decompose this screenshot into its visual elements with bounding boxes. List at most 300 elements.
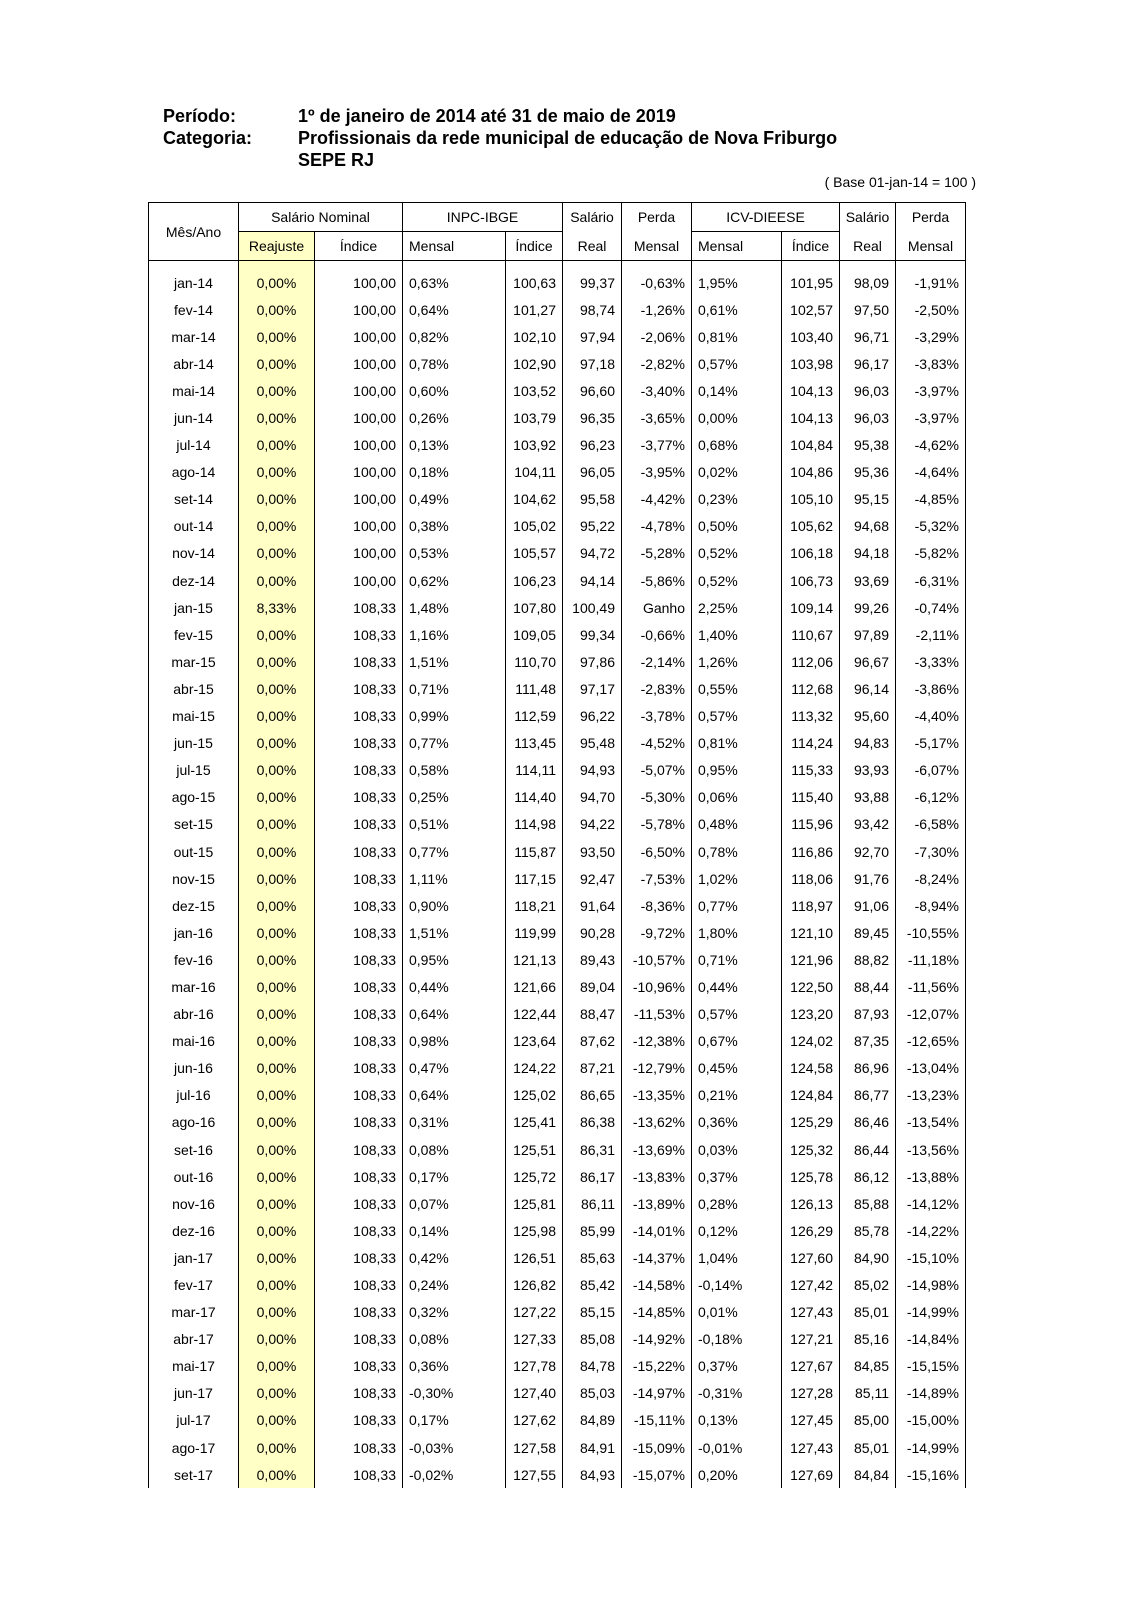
cell-indice-inpc: 119,99: [506, 919, 563, 946]
cell-perda-icv: -15,16%: [896, 1461, 966, 1488]
cell-mensal-icv: 0,00%: [692, 404, 782, 431]
periodo-row: [163, 105, 837, 127]
cell-reajuste: 0,00%: [239, 540, 315, 567]
cell-salario-real-icv: 93,93: [840, 757, 896, 784]
cell-salario-real-inpc: 95,22: [563, 513, 622, 540]
cell-salario-real-inpc: 99,34: [563, 621, 622, 648]
table-row: [149, 432, 966, 459]
cell-mensal-inpc: 0,78%: [403, 350, 506, 377]
cell-salario-real-icv: 91,06: [840, 892, 896, 919]
cell-perda-inpc: -10,96%: [622, 973, 692, 1000]
cell-mensal-icv: 0,57%: [692, 1001, 782, 1028]
cell-perda-icv: -13,04%: [896, 1055, 966, 1082]
cell-perda-inpc: -5,28%: [622, 540, 692, 567]
cell-mes-ano: dez-14: [149, 567, 239, 594]
table-row: [149, 621, 966, 648]
cell-indice-nominal: 108,33: [315, 1028, 403, 1055]
cell-indice-icv: 103,98: [782, 350, 840, 377]
cell-perda-icv: -0,74%: [896, 594, 966, 621]
cell-indice-icv: 106,18: [782, 540, 840, 567]
cell-mes-ano: set-14: [149, 486, 239, 513]
cell-mes-ano: ago-15: [149, 784, 239, 811]
cell-indice-inpc: 103,79: [506, 404, 563, 431]
cell-mensal-inpc: 0,77%: [403, 838, 506, 865]
cell-perda-inpc: -8,36%: [622, 892, 692, 919]
cell-mensal-inpc: 0,71%: [403, 675, 506, 702]
cell-salario-real-icv: 94,68: [840, 513, 896, 540]
cell-indice-nominal: 108,33: [315, 784, 403, 811]
table-row: [149, 1163, 966, 1190]
cell-indice-nominal: 108,33: [315, 1055, 403, 1082]
cell-salario-real-icv: 87,93: [840, 1001, 896, 1028]
cell-mensal-icv: 0,52%: [692, 540, 782, 567]
cell-indice-inpc: 127,33: [506, 1326, 563, 1353]
cell-salario-real-icv: 85,16: [840, 1326, 896, 1353]
cell-indice-inpc: 127,55: [506, 1461, 563, 1488]
cell-salario-real-inpc: 97,86: [563, 648, 622, 675]
cell-indice-inpc: 127,58: [506, 1434, 563, 1461]
cell-mensal-inpc: 0,64%: [403, 1082, 506, 1109]
cell-reajuste: 0,00%: [239, 1163, 315, 1190]
col-real-icv: Real: [840, 232, 896, 261]
cell-reajuste: 0,00%: [239, 269, 315, 296]
cell-mensal-inpc: 0,62%: [403, 567, 506, 594]
cell-reajuste: 0,00%: [239, 513, 315, 540]
cell-perda-icv: -3,86%: [896, 675, 966, 702]
cell-indice-icv: 127,67: [782, 1353, 840, 1380]
cell-perda-icv: -6,31%: [896, 567, 966, 594]
cell-perda-icv: -8,24%: [896, 865, 966, 892]
cell-salario-real-icv: 91,76: [840, 865, 896, 892]
table-row: [149, 1407, 966, 1434]
cell-salario-real-icv: 97,89: [840, 621, 896, 648]
cell-perda-inpc: Ganho: [622, 594, 692, 621]
cell-mensal-inpc: -0,02%: [403, 1461, 506, 1488]
cell-mensal-inpc: 1,51%: [403, 648, 506, 675]
cell-mensal-icv: -0,14%: [692, 1271, 782, 1298]
cell-mes-ano: set-15: [149, 811, 239, 838]
cell-salario-real-icv: 85,00: [840, 1407, 896, 1434]
cell-perda-icv: -3,29%: [896, 323, 966, 350]
cell-reajuste: 0,00%: [239, 323, 315, 350]
cell-indice-icv: 121,10: [782, 919, 840, 946]
cell-salario-real-inpc: 96,60: [563, 377, 622, 404]
cell-indice-icv: 103,40: [782, 323, 840, 350]
cell-mes-ano: mar-17: [149, 1299, 239, 1326]
cell-perda-inpc: -11,53%: [622, 1001, 692, 1028]
table-row: [149, 784, 966, 811]
cell-reajuste: 0,00%: [239, 459, 315, 486]
col-real-inpc: Real: [563, 232, 622, 261]
cell-perda-icv: -15,10%: [896, 1244, 966, 1271]
cell-mensal-icv: 0,20%: [692, 1461, 782, 1488]
cell-salario-real-inpc: 86,65: [563, 1082, 622, 1109]
cell-perda-inpc: -2,83%: [622, 675, 692, 702]
cell-indice-inpc: 124,22: [506, 1055, 563, 1082]
cell-perda-inpc: -15,07%: [622, 1461, 692, 1488]
cell-perda-icv: -3,33%: [896, 648, 966, 675]
cell-mensal-icv: 0,67%: [692, 1028, 782, 1055]
table-row: [149, 459, 966, 486]
cell-mes-ano: set-17: [149, 1461, 239, 1488]
cell-indice-nominal: 108,33: [315, 1380, 403, 1407]
cell-salario-real-icv: 95,60: [840, 703, 896, 730]
cell-reajuste: 0,00%: [239, 1136, 315, 1163]
table-row: [149, 1190, 966, 1217]
cell-mes-ano: fev-15: [149, 621, 239, 648]
cell-salario-real-icv: 96,03: [840, 404, 896, 431]
cell-indice-icv: 109,14: [782, 594, 840, 621]
cell-mes-ano: jan-16: [149, 919, 239, 946]
table-row: [149, 838, 966, 865]
cell-indice-icv: 124,84: [782, 1082, 840, 1109]
cell-indice-inpc: 102,90: [506, 350, 563, 377]
cell-salario-real-inpc: 87,62: [563, 1028, 622, 1055]
cell-salario-real-icv: 93,88: [840, 784, 896, 811]
org-name: SEPE RJ: [298, 150, 375, 170]
cell-mes-ano: jun-15: [149, 730, 239, 757]
cell-reajuste: 0,00%: [239, 784, 315, 811]
cell-reajuste: 0,00%: [239, 1353, 315, 1380]
table-row: [149, 1244, 966, 1271]
table-row: [149, 594, 966, 621]
table-row: [149, 377, 966, 404]
base-note: ( Base 01-jan-14 = 100 ): [824, 174, 976, 190]
cell-mes-ano: mai-14: [149, 377, 239, 404]
cell-mensal-inpc: 0,49%: [403, 486, 506, 513]
cell-mensal-icv: 2,25%: [692, 594, 782, 621]
cell-perda-icv: -4,40%: [896, 703, 966, 730]
cell-mensal-icv: -0,18%: [692, 1326, 782, 1353]
cell-mensal-icv: 1,80%: [692, 919, 782, 946]
table-row: [149, 1326, 966, 1353]
cell-mensal-icv: 1,04%: [692, 1244, 782, 1271]
cell-reajuste: 0,00%: [239, 621, 315, 648]
table-row: [149, 757, 966, 784]
group-salario-inpc: Salário: [563, 203, 622, 232]
cell-indice-nominal: 108,33: [315, 811, 403, 838]
cell-indice-nominal: 108,33: [315, 675, 403, 702]
col-indice-inpc: Índice: [506, 232, 563, 261]
cell-mensal-icv: 0,95%: [692, 757, 782, 784]
cell-mes-ano: mar-15: [149, 648, 239, 675]
cell-perda-inpc: -14,01%: [622, 1217, 692, 1244]
cell-mensal-icv: 0,52%: [692, 567, 782, 594]
cell-salario-real-icv: 86,12: [840, 1163, 896, 1190]
cell-reajuste: 0,00%: [239, 432, 315, 459]
group-salario-nominal: Salário Nominal: [239, 203, 403, 232]
cell-indice-inpc: 127,40: [506, 1380, 563, 1407]
cell-mensal-inpc: 0,17%: [403, 1163, 506, 1190]
table-row: [149, 1055, 966, 1082]
cell-indice-inpc: 107,80: [506, 594, 563, 621]
cell-mensal-inpc: 1,51%: [403, 919, 506, 946]
cell-indice-inpc: 118,21: [506, 892, 563, 919]
cell-salario-real-icv: 93,42: [840, 811, 896, 838]
cell-perda-inpc: -15,09%: [622, 1434, 692, 1461]
cell-indice-nominal: 108,33: [315, 1353, 403, 1380]
cell-mensal-inpc: 0,99%: [403, 703, 506, 730]
cell-mensal-inpc: 0,44%: [403, 973, 506, 1000]
cell-perda-inpc: -4,42%: [622, 486, 692, 513]
cell-indice-icv: 127,60: [782, 1244, 840, 1271]
cell-indice-icv: 125,78: [782, 1163, 840, 1190]
group-perda-icv: Perda: [896, 203, 966, 232]
group-salario-icv: Salário: [840, 203, 896, 232]
cell-mes-ano: jan-15: [149, 594, 239, 621]
cell-mes-ano: nov-15: [149, 865, 239, 892]
cell-indice-nominal: 108,33: [315, 865, 403, 892]
cell-perda-icv: -13,54%: [896, 1109, 966, 1136]
cell-mensal-inpc: 0,08%: [403, 1326, 506, 1353]
cell-mensal-inpc: 0,63%: [403, 269, 506, 296]
cell-indice-inpc: 105,57: [506, 540, 563, 567]
cell-salario-real-inpc: 86,11: [563, 1190, 622, 1217]
cell-reajuste: 0,00%: [239, 892, 315, 919]
cell-mensal-inpc: -0,30%: [403, 1380, 506, 1407]
cell-indice-icv: 104,84: [782, 432, 840, 459]
cell-indice-inpc: 103,52: [506, 377, 563, 404]
table-row: [149, 675, 966, 702]
cell-salario-real-inpc: 94,22: [563, 811, 622, 838]
cell-salario-real-inpc: 93,50: [563, 838, 622, 865]
col-mensal-icv: Mensal: [692, 232, 782, 261]
cell-salario-real-icv: 89,45: [840, 919, 896, 946]
cell-mes-ano: mai-15: [149, 703, 239, 730]
cell-mensal-icv: 0,57%: [692, 350, 782, 377]
cell-salario-real-inpc: 88,47: [563, 1001, 622, 1028]
document-header: [163, 105, 837, 171]
cell-indice-icv: 124,58: [782, 1055, 840, 1082]
cell-salario-real-icv: 86,46: [840, 1109, 896, 1136]
cell-indice-nominal: 108,33: [315, 892, 403, 919]
cell-salario-real-icv: 94,83: [840, 730, 896, 757]
cell-indice-nominal: 100,00: [315, 404, 403, 431]
cell-mensal-inpc: 0,82%: [403, 323, 506, 350]
cell-perda-icv: -3,83%: [896, 350, 966, 377]
categoria-value: Profissionais da rede municipal de educação de Nova Friburgo: [298, 128, 838, 148]
cell-mes-ano: nov-16: [149, 1190, 239, 1217]
cell-salario-real-inpc: 94,70: [563, 784, 622, 811]
cell-perda-inpc: -12,38%: [622, 1028, 692, 1055]
cell-mes-ano: jul-15: [149, 757, 239, 784]
cell-mensal-inpc: 0,14%: [403, 1217, 506, 1244]
table-row: [149, 567, 966, 594]
cell-salario-real-inpc: 96,35: [563, 404, 622, 431]
cell-indice-nominal: 108,33: [315, 730, 403, 757]
cell-mensal-icv: 0,77%: [692, 892, 782, 919]
cell-salario-real-inpc: 99,37: [563, 269, 622, 296]
cell-perda-inpc: -12,79%: [622, 1055, 692, 1082]
cell-indice-nominal: 100,00: [315, 513, 403, 540]
cell-perda-icv: -4,64%: [896, 459, 966, 486]
cell-perda-icv: -14,12%: [896, 1190, 966, 1217]
cell-indice-inpc: 102,10: [506, 323, 563, 350]
cell-perda-icv: -15,00%: [896, 1407, 966, 1434]
cell-salario-real-icv: 86,96: [840, 1055, 896, 1082]
cell-salario-real-inpc: 97,17: [563, 675, 622, 702]
cell-reajuste: 0,00%: [239, 1055, 315, 1082]
cell-mensal-icv: 0,78%: [692, 838, 782, 865]
cell-reajuste: 0,00%: [239, 567, 315, 594]
cell-salario-real-inpc: 97,94: [563, 323, 622, 350]
cell-perda-inpc: -5,30%: [622, 784, 692, 811]
cell-salario-real-icv: 96,67: [840, 648, 896, 675]
cell-reajuste: 0,00%: [239, 838, 315, 865]
cell-perda-icv: -8,94%: [896, 892, 966, 919]
cell-mensal-inpc: 0,25%: [403, 784, 506, 811]
cell-salario-real-icv: 96,14: [840, 675, 896, 702]
cell-mensal-icv: 0,81%: [692, 323, 782, 350]
cell-salario-real-inpc: 97,18: [563, 350, 622, 377]
cell-indice-nominal: 108,33: [315, 594, 403, 621]
cell-indice-nominal: 100,00: [315, 296, 403, 323]
cell-indice-icv: 101,95: [782, 269, 840, 296]
cell-salario-real-icv: 85,02: [840, 1271, 896, 1298]
table-row: [149, 1380, 966, 1407]
cell-indice-icv: 118,97: [782, 892, 840, 919]
cell-mensal-inpc: 0,90%: [403, 892, 506, 919]
cell-mensal-icv: 0,01%: [692, 1299, 782, 1326]
cell-reajuste: 0,00%: [239, 703, 315, 730]
table-row: [149, 1028, 966, 1055]
cell-perda-icv: -13,23%: [896, 1082, 966, 1109]
cell-perda-icv: -1,91%: [896, 269, 966, 296]
cell-indice-inpc: 106,23: [506, 567, 563, 594]
cell-indice-nominal: 108,33: [315, 1217, 403, 1244]
cell-indice-inpc: 125,41: [506, 1109, 563, 1136]
cell-perda-inpc: -13,35%: [622, 1082, 692, 1109]
cell-mensal-inpc: 0,58%: [403, 757, 506, 784]
cell-mensal-inpc: 0,32%: [403, 1299, 506, 1326]
cell-perda-icv: -15,15%: [896, 1353, 966, 1380]
cell-indice-nominal: 100,00: [315, 567, 403, 594]
cell-mensal-icv: 0,48%: [692, 811, 782, 838]
cell-mes-ano: jun-16: [149, 1055, 239, 1082]
cell-reajuste: 0,00%: [239, 1407, 315, 1434]
cell-mensal-icv: 0,23%: [692, 486, 782, 513]
cell-mes-ano: jun-14: [149, 404, 239, 431]
cell-indice-inpc: 113,45: [506, 730, 563, 757]
cell-indice-nominal: 108,33: [315, 1163, 403, 1190]
cell-indice-icv: 113,32: [782, 703, 840, 730]
cell-perda-icv: -13,88%: [896, 1163, 966, 1190]
cell-salario-real-inpc: 96,05: [563, 459, 622, 486]
table-row: [149, 350, 966, 377]
cell-mensal-inpc: -0,03%: [403, 1434, 506, 1461]
cell-perda-icv: -4,85%: [896, 486, 966, 513]
cell-mensal-inpc: 1,11%: [403, 865, 506, 892]
cell-mes-ano: jan-17: [149, 1244, 239, 1271]
cell-reajuste: 0,00%: [239, 648, 315, 675]
cell-indice-nominal: 108,33: [315, 757, 403, 784]
cell-salario-real-inpc: 100,49: [563, 594, 622, 621]
cell-reajuste: 0,00%: [239, 1244, 315, 1271]
cell-indice-inpc: 115,87: [506, 838, 563, 865]
cell-perda-icv: -14,22%: [896, 1217, 966, 1244]
cell-mes-ano: out-14: [149, 513, 239, 540]
cell-indice-inpc: 123,64: [506, 1028, 563, 1055]
cell-salario-real-inpc: 85,42: [563, 1271, 622, 1298]
cell-salario-real-inpc: 84,89: [563, 1407, 622, 1434]
cell-indice-icv: 126,13: [782, 1190, 840, 1217]
cell-indice-inpc: 104,62: [506, 486, 563, 513]
cell-reajuste: 0,00%: [239, 486, 315, 513]
cell-perda-icv: -2,50%: [896, 296, 966, 323]
cell-perda-inpc: -5,86%: [622, 567, 692, 594]
cell-salario-real-icv: 84,84: [840, 1461, 896, 1488]
periodo-label: Período:: [163, 106, 237, 126]
cell-indice-nominal: 108,33: [315, 621, 403, 648]
cell-mensal-icv: 0,61%: [692, 296, 782, 323]
cell-indice-nominal: 108,33: [315, 1326, 403, 1353]
cell-perda-inpc: -14,97%: [622, 1380, 692, 1407]
cell-reajuste: 0,00%: [239, 946, 315, 973]
cell-indice-nominal: 108,33: [315, 1299, 403, 1326]
cell-mensal-inpc: 0,95%: [403, 946, 506, 973]
cell-indice-inpc: 121,66: [506, 973, 563, 1000]
cell-mensal-icv: 0,36%: [692, 1109, 782, 1136]
cell-indice-inpc: 117,15: [506, 865, 563, 892]
cell-mes-ano: ago-16: [149, 1109, 239, 1136]
cell-mensal-icv: 0,45%: [692, 1055, 782, 1082]
cell-reajuste: 0,00%: [239, 811, 315, 838]
cell-salario-real-icv: 95,38: [840, 432, 896, 459]
cell-indice-nominal: 108,33: [315, 946, 403, 973]
cell-indice-icv: 102,57: [782, 296, 840, 323]
cell-indice-inpc: 114,11: [506, 757, 563, 784]
cell-mes-ano: mai-17: [149, 1353, 239, 1380]
cell-salario-real-inpc: 85,15: [563, 1299, 622, 1326]
cell-mensal-inpc: 0,08%: [403, 1136, 506, 1163]
cell-perda-inpc: -2,06%: [622, 323, 692, 350]
cell-salario-real-icv: 86,44: [840, 1136, 896, 1163]
cell-perda-inpc: -5,07%: [622, 757, 692, 784]
cell-reajuste: 0,00%: [239, 757, 315, 784]
cell-indice-icv: 123,20: [782, 1001, 840, 1028]
col-mensal-perda-icv: Mensal: [896, 232, 966, 261]
cell-mensal-inpc: 0,98%: [403, 1028, 506, 1055]
cell-mes-ano: fev-17: [149, 1271, 239, 1298]
cell-indice-icv: 115,33: [782, 757, 840, 784]
cell-mensal-icv: 1,40%: [692, 621, 782, 648]
cell-mes-ano: jan-14: [149, 269, 239, 296]
cell-mensal-inpc: 0,36%: [403, 1353, 506, 1380]
cell-indice-inpc: 125,98: [506, 1217, 563, 1244]
cell-mensal-inpc: 1,16%: [403, 621, 506, 648]
cell-indice-icv: 125,32: [782, 1136, 840, 1163]
cell-reajuste: 0,00%: [239, 350, 315, 377]
cell-perda-icv: -11,18%: [896, 946, 966, 973]
cell-reajuste: 0,00%: [239, 1082, 315, 1109]
cell-perda-inpc: -14,92%: [622, 1326, 692, 1353]
cell-reajuste: 0,00%: [239, 377, 315, 404]
cell-indice-icv: 127,28: [782, 1380, 840, 1407]
cell-mensal-icv: 0,81%: [692, 730, 782, 757]
cell-perda-inpc: -0,66%: [622, 621, 692, 648]
cell-reajuste: 8,33%: [239, 594, 315, 621]
cell-mensal-inpc: 0,42%: [403, 1244, 506, 1271]
cell-salario-real-inpc: 96,23: [563, 432, 622, 459]
cell-salario-real-inpc: 91,64: [563, 892, 622, 919]
cell-mes-ano: abr-17: [149, 1326, 239, 1353]
cell-salario-real-inpc: 90,28: [563, 919, 622, 946]
cell-salario-real-icv: 88,82: [840, 946, 896, 973]
cell-mes-ano: ago-14: [149, 459, 239, 486]
cell-perda-icv: -13,56%: [896, 1136, 966, 1163]
cell-mensal-icv: 1,95%: [692, 269, 782, 296]
cell-mensal-icv: 0,03%: [692, 1136, 782, 1163]
